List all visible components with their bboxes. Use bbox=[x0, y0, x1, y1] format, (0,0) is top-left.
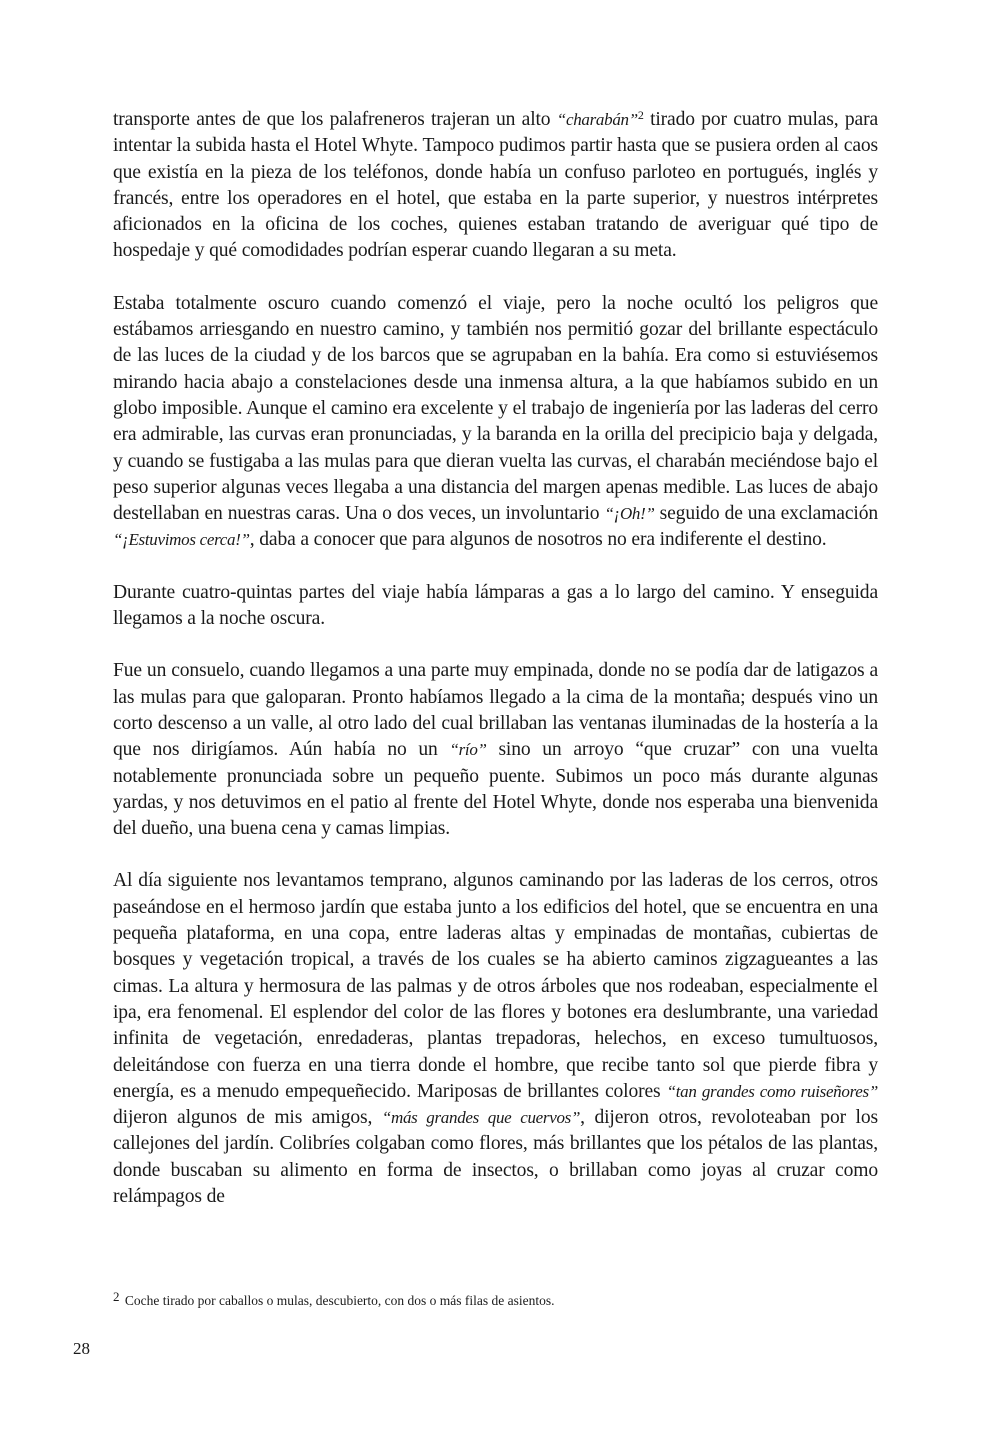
paragraph bbox=[113, 580, 878, 633]
body-text bbox=[113, 107, 878, 1236]
text-run: tirado por cuatro mulas, para intentar la subida hasta el Hotel Whyte. Tampoco pudimos partir hasta que se pusiera orden al caos que existía en la pieza de los teléfonos, donde había un confuso parloteo en portugués, inglés y francés, entre los operadores en el hotel, que estaba en la parte superior, y nuestros intérpretes aficionados en la oficina de los coches, quienes estaban tratando de averiguar qué tipo de hospedaje y qué comodidades podrían esperar cuando llegaran a su meta. bbox=[113, 109, 878, 262]
text-run: Al día siguiente nos levantamos temprano, algunos caminando por las laderas de los cerros, otros paseándose en el hermoso jardín que estaba junto a los edificios del hotel, que se encuentra en una pequeña plataforma, en una copa, entre laderas altas y empinadas de montañas, cubiertas de bosques y vegetación tropical, a través de los cuales se ha abierto caminos zigzagueantes a las cimas. La altura y hermosura de las palmas y de otros árboles que nos rodeaban, especialmente el ipa, era fenomenal. El esplendor del color de las flores y botones era deslumbrante, una variedad infinita de vegetación, enredaderas, plantas trepadoras, helechos, en exceso tumultuosos, deleitándose con fuerza en una tierra donde el hombre, que recibe tanto sol que pierde fibra y energía, es a menudo empequeñecido. Mariposas de brillantes colores bbox=[113, 870, 878, 1102]
text-run: Estaba totalmente oscuro cuando comenzó el viaje, pero la noche ocultó los peligros que estábamos arriesgando en nuestro camino, y también nos permitió gozar del brillante espectáculo de las luces de la ciudad y de los barcos que se agrupaban en la bahía. Era como si estuviésemos mirando hacia abajo a constelaciones desde una inmensa altura, a la que habíamos subido en un globo imposible. Aunque el camino era excelente y el trabajo de ingeniería por las laderas del cerro era admirable, las curvas eran pronunciadas, y la baranda en la orilla del precipicio baja y delgada, y cuando se fustigaba a las mulas para que dieran vuelta las curvas, el charabán meciéndose bajo el peso superior algunas veces llegaba a una distancia del margen apenas medible. Las luces de abajo destellaban en nuestras caras. Una o dos veces, un involuntario bbox=[113, 292, 878, 525]
italic-quote: “río” bbox=[449, 740, 487, 760]
paragraph bbox=[113, 291, 878, 554]
text-run: , daba a conocer que para algunos de nosotros no era indiferente el destino. bbox=[249, 529, 827, 551]
paragraph bbox=[113, 107, 878, 265]
footnote-mark: 2 bbox=[113, 1289, 120, 1304]
text-run: transporte antes de que los palafreneros trajeran un alto bbox=[113, 109, 557, 130]
footnote-reference: 2 bbox=[637, 108, 644, 122]
italic-quote: “¡Oh!” bbox=[604, 504, 655, 524]
paragraph bbox=[113, 658, 878, 842]
italic-quote: “charabán” bbox=[556, 110, 638, 129]
text-run: Durante cuatro-quintas partes del viaje había lámparas a gas a lo largo del camino. Y enseguida llegamos a la noche oscura. bbox=[113, 581, 878, 630]
text-run: Fue un consuelo, cuando llegamos a una parte muy empinada, donde no se podía dar de latigazos a las mulas para que galoparan. Pronto habíamos llegado a la cima de la montaña; después vino un corto descenso a un valle, al otro lado del cual brillaban las ventanas iluminadas de la hostería a la que nos dirigíamos. Aún había no un bbox=[113, 660, 878, 761]
page-number: 28 bbox=[73, 1339, 90, 1358]
text-run: seguido de una exclamación bbox=[654, 503, 878, 525]
italic-quote: “¡Estuvimos cerca!” bbox=[113, 530, 250, 550]
italic-quote: “más grandes que cuervos” bbox=[381, 1108, 581, 1128]
text-run: sino un arroyo “que cruzar” con una vuelta notablemente pronunciada sobre un pequeño puente. Subimos un poco más durante algunas yardas, y nos detuvimos en el patio al frente del Hotel Whyte, donde nos esperaba una bienvenida del dueño, una buena cena y camas limpias. bbox=[113, 739, 878, 840]
footnote bbox=[113, 1288, 555, 1310]
text-run: , dijeron otros, revoloteaban por los callejones del jardín. Colibríes colgaban como flores, más brillantes que los pétalos de las plantas, donde buscaban su alimento en forma de insectos, o brillaban como joyas al cruzar como relámpagos de bbox=[113, 1107, 878, 1207]
italic-quote: “tan grandes como ruiseñores” bbox=[666, 1081, 878, 1101]
paragraph bbox=[113, 868, 878, 1210]
text-run: dijeron algunos de mis amigos, bbox=[113, 1107, 382, 1129]
footnote-text: Coche tirado por caballos o mulas, descubierto, con dos o más filas de asientos. bbox=[121, 1293, 555, 1308]
